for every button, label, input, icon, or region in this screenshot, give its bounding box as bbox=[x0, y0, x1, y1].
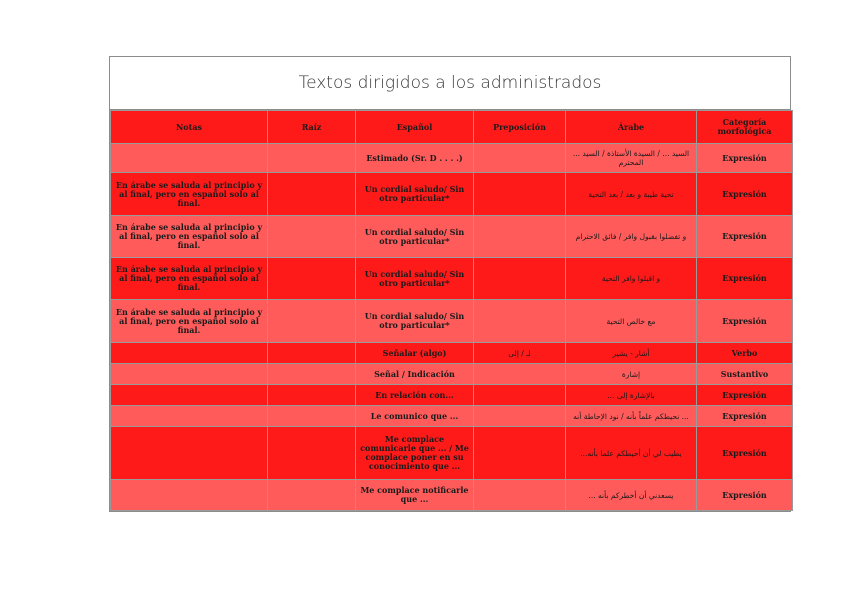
cell-notas bbox=[111, 406, 268, 427]
cell-arabe: ... نحيطكم علماً بأنه / نود الإحاطة أنه bbox=[566, 406, 697, 427]
cell-notas bbox=[111, 427, 268, 480]
cell-raiz bbox=[268, 427, 356, 480]
cell-raiz bbox=[268, 173, 356, 216]
table-row bbox=[111, 216, 793, 258]
cell-notas bbox=[111, 364, 268, 385]
cell-preposicion bbox=[474, 385, 566, 406]
cell-arabe: أشار - يشير bbox=[566, 343, 697, 364]
header-preposicion: Preposición bbox=[474, 111, 566, 144]
cell-notas: En árabe se saluda al principio y al final, pero en español solo al final. bbox=[111, 300, 268, 343]
cell-arabe: و اقبلوا وافر التحية bbox=[566, 258, 697, 300]
header-espanol: Español bbox=[356, 111, 474, 144]
table-row bbox=[111, 258, 793, 300]
table-row bbox=[111, 300, 793, 343]
cell-espanol: Me complace notificarle que ... bbox=[356, 480, 474, 511]
cell-preposicion bbox=[474, 216, 566, 258]
cell-espanol: Señalar (algo) bbox=[356, 343, 474, 364]
cell-notas bbox=[111, 343, 268, 364]
cell-categoria: Expresión bbox=[697, 427, 793, 480]
cell-categoria: Expresión bbox=[697, 144, 793, 173]
cell-raiz bbox=[268, 144, 356, 173]
cell-preposicion bbox=[474, 406, 566, 427]
cell-notas: En árabe se saluda al principio y al final, pero en español solo al final. bbox=[111, 173, 268, 216]
cell-preposicion bbox=[474, 480, 566, 511]
cell-categoria: Expresión bbox=[697, 258, 793, 300]
cell-arabe: يسعدني أن أخطركم بأنه ... bbox=[566, 480, 697, 511]
cell-preposicion bbox=[474, 364, 566, 385]
table-row bbox=[111, 144, 793, 173]
cell-espanol: Estimado (Sr. D . . . .) bbox=[356, 144, 474, 173]
cell-raiz bbox=[268, 216, 356, 258]
cell-espanol: Un cordial saludo/ Sin otro particular* bbox=[356, 258, 474, 300]
cell-espanol: Señal / Indicación bbox=[356, 364, 474, 385]
cell-raiz bbox=[268, 364, 356, 385]
header-notas: Notas bbox=[111, 111, 268, 144]
cell-arabe: يطيب لي أن أحيطكم علما بأنه... bbox=[566, 427, 697, 480]
cell-preposicion bbox=[474, 173, 566, 216]
cell-categoria: Verbo bbox=[697, 343, 793, 364]
cell-arabe: بالإشارة إلى ... bbox=[566, 385, 697, 406]
cell-preposicion bbox=[474, 427, 566, 480]
cell-categoria: Expresión bbox=[697, 300, 793, 343]
document-sheet bbox=[109, 56, 791, 512]
cell-categoria: Expresión bbox=[697, 406, 793, 427]
cell-raiz bbox=[268, 385, 356, 406]
table-row bbox=[111, 343, 793, 364]
cell-espanol: Me complace comunicarle que ... / Me complace poner en su conocimiento que ... bbox=[356, 427, 474, 480]
cell-categoria: Expresión bbox=[697, 385, 793, 406]
header-arabe: Árabe bbox=[566, 111, 697, 144]
cell-categoria: Sustantivo bbox=[697, 364, 793, 385]
cell-raiz bbox=[268, 406, 356, 427]
header-raiz: Raíz bbox=[268, 111, 356, 144]
cell-categoria: Expresión bbox=[697, 173, 793, 216]
cell-preposicion bbox=[474, 300, 566, 343]
cell-espanol: Un cordial saludo/ Sin otro particular* bbox=[356, 173, 474, 216]
cell-notas bbox=[111, 144, 268, 173]
cell-raiz bbox=[268, 343, 356, 364]
cell-espanol: Le comunico que ... bbox=[356, 406, 474, 427]
page-title: Textos dirigidos a los administrados bbox=[110, 57, 790, 110]
header-row bbox=[111, 111, 793, 144]
cell-notas: En árabe se saluda al principio y al final, pero en español solo al final. bbox=[111, 258, 268, 300]
cell-arabe: تحية طيبة و بعد / بعد التحية bbox=[566, 173, 697, 216]
cell-espanol: Un cordial saludo/ Sin otro particular* bbox=[356, 300, 474, 343]
cell-notas: En árabe se saluda al principio y al final, pero en español solo al final. bbox=[111, 216, 268, 258]
cell-preposicion: لـ / إلى bbox=[474, 343, 566, 364]
cell-raiz bbox=[268, 258, 356, 300]
table-row bbox=[111, 364, 793, 385]
cell-raiz bbox=[268, 480, 356, 511]
table-row bbox=[111, 480, 793, 511]
header-categoria: Categoría morfológica bbox=[697, 111, 793, 144]
table-row bbox=[111, 385, 793, 406]
cell-categoria: Expresión bbox=[697, 216, 793, 258]
cell-arabe: و تفضلوا بقبول وافر / فائق الاحترام bbox=[566, 216, 697, 258]
table-row bbox=[111, 173, 793, 216]
cell-espanol: Un cordial saludo/ Sin otro particular* bbox=[356, 216, 474, 258]
cell-arabe: مع خالص التحية bbox=[566, 300, 697, 343]
cell-raiz bbox=[268, 300, 356, 343]
cell-notas bbox=[111, 385, 268, 406]
cell-preposicion bbox=[474, 144, 566, 173]
cell-notas bbox=[111, 480, 268, 511]
cell-preposicion bbox=[474, 258, 566, 300]
cell-arabe: السيد ... / السيدة الأستاذة / السيد ... المحترم bbox=[566, 144, 697, 173]
vocabulary-table bbox=[110, 110, 793, 511]
table-row bbox=[111, 406, 793, 427]
table-row bbox=[111, 427, 793, 480]
cell-espanol: En relación con... bbox=[356, 385, 474, 406]
cell-categoria: Expresión bbox=[697, 480, 793, 511]
cell-arabe: إشارة bbox=[566, 364, 697, 385]
